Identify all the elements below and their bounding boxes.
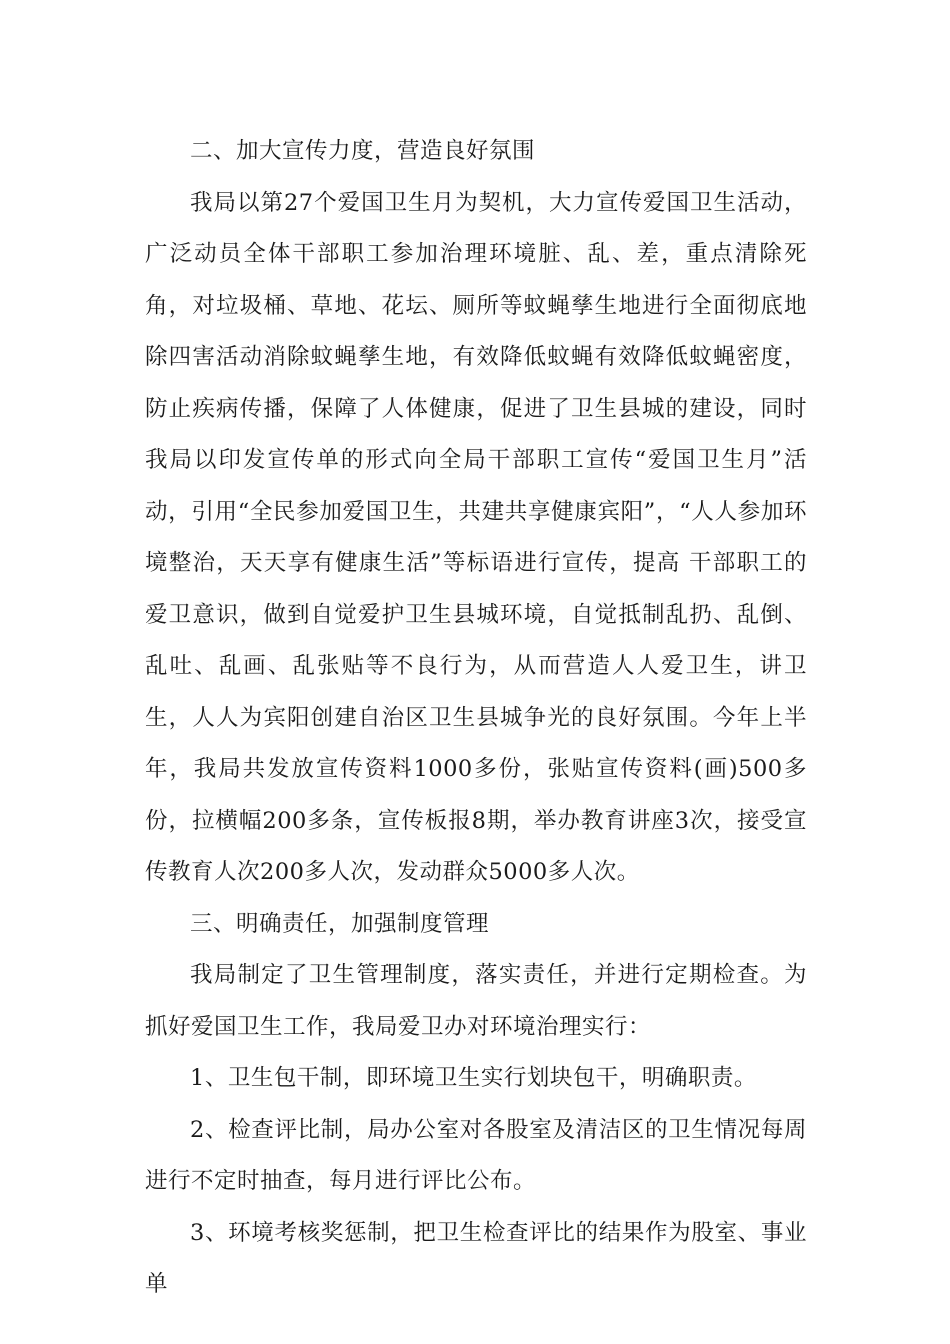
paragraph-item-2: 2、检查评比制，局办公室对各股室及清洁区的卫生情况每周进行不定时抽查，每月进行评比公布。 [145, 1116, 807, 1194]
section-heading-2: 二、加大宣传力度，营造良好氛围 [190, 138, 536, 164]
paragraph-item-1: 1、卫生包干制，即环境卫生实行划块包干，明确职责。 [190, 1065, 757, 1091]
paragraph-item-3: 3、环境考核奖惩制，把卫生检查评比的结果作为股室、事业单 [145, 1219, 807, 1297]
section-heading-3: 三、明确责任，加强制度管理 [190, 910, 490, 937]
paragraph-management-intro: 我局制定了卫生管理制度，落实责任，并进行定期检查。为抓好爱国卫生工作，我局爱卫办对环境治理实行： [145, 962, 807, 1040]
document-body [145, 126, 807, 1311]
paragraph-publicity: 我局以第27个爱国卫生月为契机，大力宣传爱国卫生活动，广泛动员全体干部职工参加治理环境脏、乱、差，重点清除死角，对垃圾桶、草地、花坛、厕所等蚊蝇孳生地进行全面彻底地除四害活动消除蚊蝇孳生地，有效降低蚊蝇有效降低蚊蝇密度，防止疾病传播，保障了人体健康，促进了卫生县城的建设，同时我局以印发宣传单的形式向全局干部职工宣传“爱国卫生月”活动，引用“全民参加爱国卫生，共建共享健康宾阳”，“人人参加环境整治，天天享有健康生活”等标语进行宣传，提高 干部职工的爱卫意识，做到自觉爱护卫生县城环境，自觉抵制乱扔、乱倒、乱吐、乱画、乱张贴等不良行为，从而营造人人爱卫生，讲卫生，人人为宾阳创建自治区卫生县城争光的良好氛围。今年上半年，我局共发放宣传资料1000多份，张贴宣传资料(画)500多份，拉横幅200多条，宣传板报8期，举办教育讲座3次，接受宣传教育人次200多人次，发动群众5000多人次。 [145, 189, 807, 885]
